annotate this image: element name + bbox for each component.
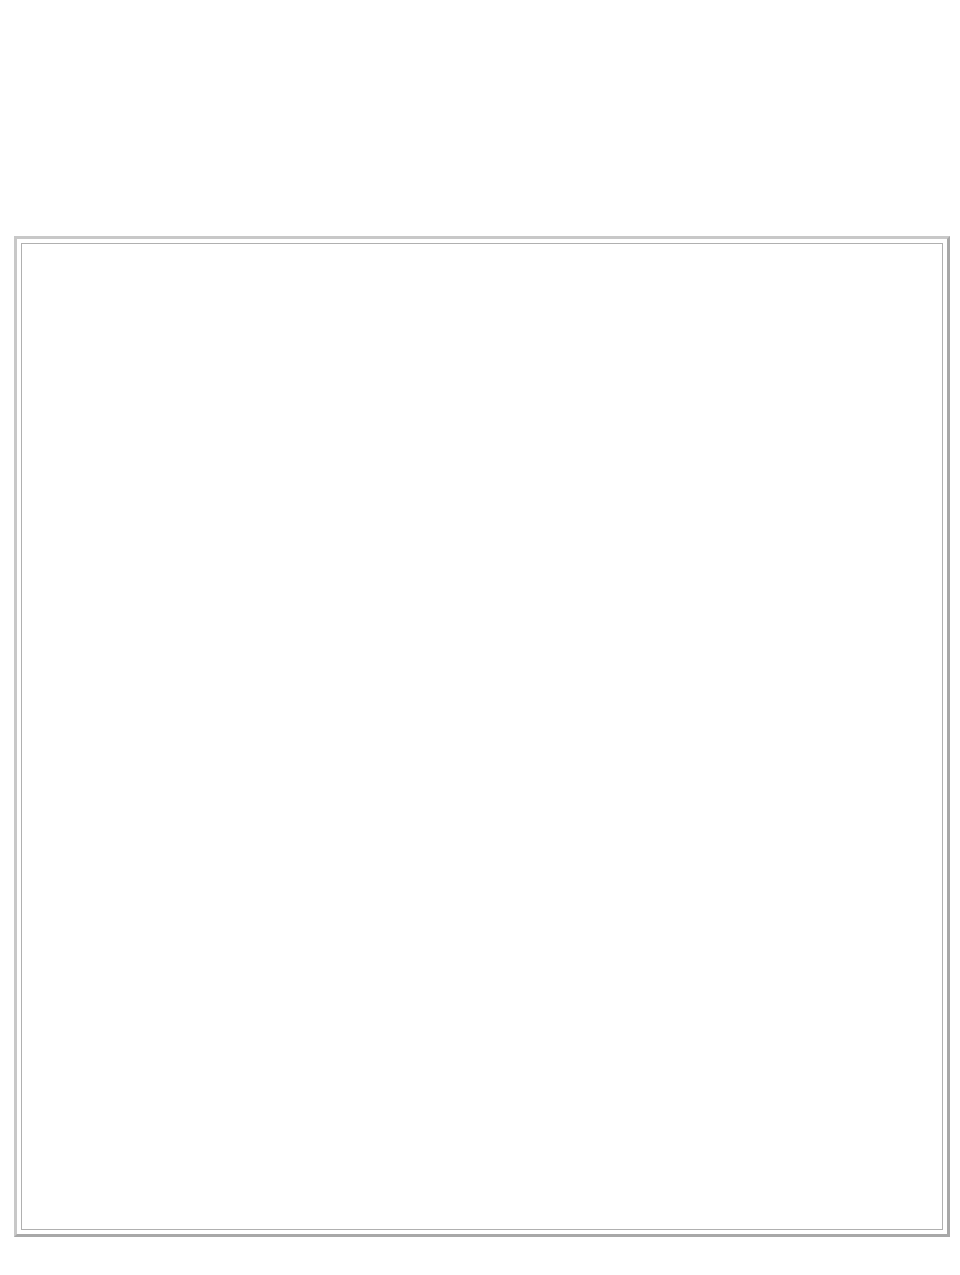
budget-table-frame: [14, 236, 950, 1237]
budget-table: [21, 243, 943, 1230]
